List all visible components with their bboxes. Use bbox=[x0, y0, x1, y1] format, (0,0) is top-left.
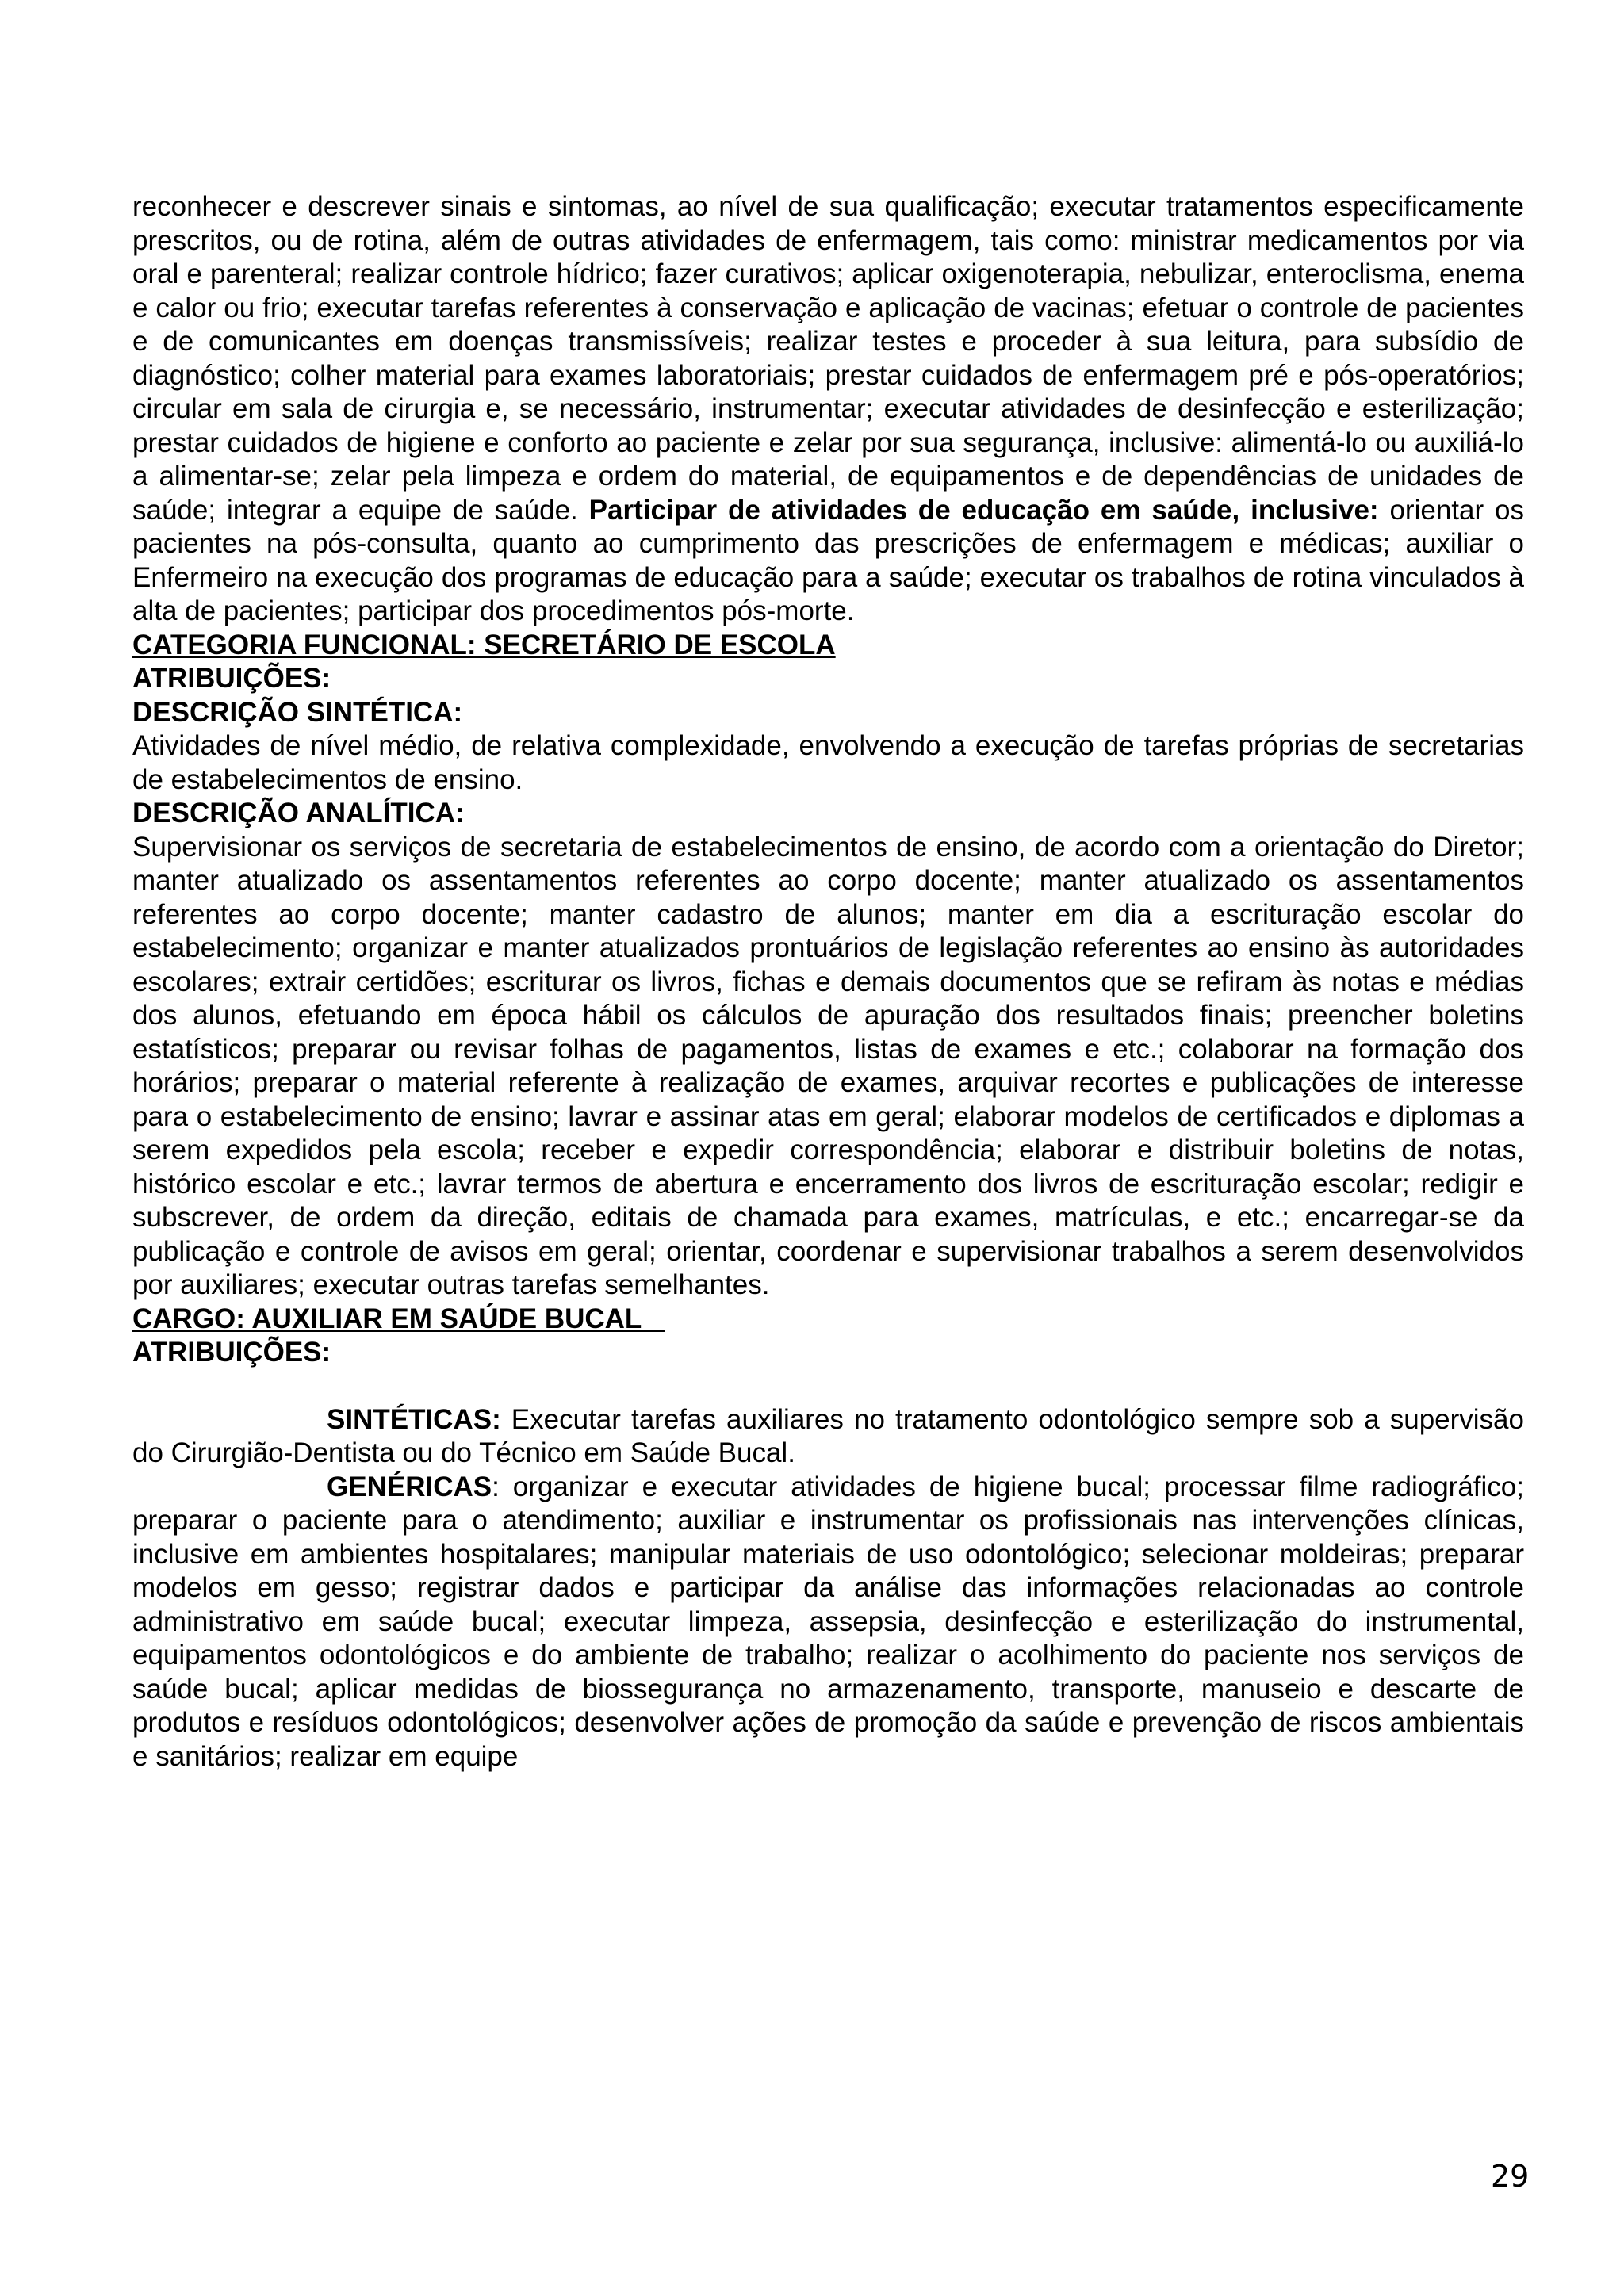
secretario-atribuicoes-label: ATRIBUIÇÕES: bbox=[132, 663, 331, 694]
auxiliar-sinteticas-text: Executar tarefas auxiliares no tratamento odontológico sempre sob a supervisão do Cirurgião-Dentista ou do Técnico em Saúde Bucal. bbox=[132, 1403, 1524, 1468]
auxiliar-atribuicoes-label: ATRIBUIÇÕES: bbox=[132, 1337, 331, 1368]
document-body bbox=[132, 190, 1524, 1774]
intro-text-1: reconhecer e descrever sinais e sintomas, ao nível de sua qualificação; executar tratamentos especificamente prescritos, ou de rotina, além de outras atividades de enfermagem, tais como: ministrar medicamentos por via oral e parenteral; realizar controle hídrico; fazer curativos; aplicar oxigenoterapia, nebulizar, enteroclisma, enema e calor ou frio; executar tarefas referentes à conservação e aplicação de vacinas; efetuar o controle de pacientes e de comunicantes em doenças transmissíveis; realizar testes e proceder à sua leitura, para subsídio de diagnóstico; colher material para exames laboratoriais; prestar cuidados de enfermagem pré e pós-operatórios; circular em sala de cirurgia e, se necessário, instrumentar; executar atividades de desinfecção e esterilização; prestar cuidados de higiene e conforto ao paciente e zelar por sua segurança, inclusive: alimentá-lo ou auxiliá-lo a alimentar-se; zelar pela limpeza e ordem do material, de equipamentos e de dependências de unidades de saúde; integrar a equipe de saúde. bbox=[132, 191, 1524, 526]
secretario-sintetica-label: DESCRIÇÃO SINTÉTICA: bbox=[132, 696, 463, 728]
secretario-analitica-text: Supervisionar os serviços de secretaria de estabelecimentos de ensino, de acordo com a orientação do Diretor; manter atualizado os assentamentos referentes ao corpo docente; manter atualizado os assentamentos referentes ao corpo docente; manter cadastro de alunos; manter em dia a escrituração escolar do estabelecimento; organizar e manter atualizados prontuários de legislação referentes ao ensino às autoridades escolares; extrair certidões; escriturar os livros, fichas e demais documentos que se refiram às notas e médias dos alunos, efetuando em época hábil os cálculos de apuração dos resultados finais; preencher boletins estatísticos; preparar ou revisar folhas de pagamentos, listas de exames e etc.; colaborar na formação dos horários; preparar o material referente à realização de exames, arquivar recortes e publicações de interesse para o estabelecimento de ensino; lavrar e assinar atas em geral; elaborar modelos de certificados e diplomas a serem expedidos pela escola; receber e expedir correspondência; elaborar e distribuir boletins de notas, histórico escolar e etc.; lavrar termos de abertura e encerramento dos livros de escrituração escolar; redigir e subscrever, de ordem da direção, editais de chamada para exames, matrículas, e etc.; encarregar-se da publicação e controle de avisos em geral; orientar, coordenar e supervisionar trabalhos a serem desenvolvidos por auxiliares; executar outras tarefas semelhantes. bbox=[132, 831, 1524, 1300]
intro-text-2: orientar os pacientes na pós-consulta, quanto ao cumprimento das prescrições de enfermagem e médicas; auxiliar o Enfermeiro na execução dos programas de educação para a saúde; executar os trabalhos de rotina vinculados à alta de pacientes; participar dos procedimentos pós-morte. bbox=[132, 494, 1524, 626]
secretario-sintetica-text: Atividades de nível médio, de relativa complexidade, envolvendo a execução de tarefas próprias de secretarias de estabelecimentos de ensino. bbox=[132, 730, 1524, 795]
auxiliar-sinteticas-paragraph bbox=[132, 1403, 1524, 1471]
auxiliar-heading-text: CARGO: AUXILIAR EM SAÚDE BUCAL bbox=[132, 1303, 642, 1334]
auxiliar-genericas-text: : organizar e executar atividades de higiene bucal; processar filme radiográfico; preparar o paciente para o atendimento; auxiliar e instrumentar os profissionais nas intervenções clínicas, inclusive em ambientes hospitalares; manipular materiais de uso odontológico; selecionar moldeiras; preparar modelos em gesso; registrar dados e participar da análise das informações relacionadas ao controle administrativo em saúde bucal; executar limpeza, assepsia, desinfecção e esterilização do instrumental, equipamentos odontológicos e do ambiente de trabalho; realizar o acolhimento do paciente nos serviços de saúde bucal; aplicar medidas de biossegurança no armazenamento, transporte, manuseio e descarte de produtos e resíduos odontológicos; desenvolver ações de promoção da saúde e prevenção de riscos ambientais e sanitários; realizar em equipe bbox=[132, 1471, 1524, 1772]
intro-bold-text: Participar de atividades de educação em saúde, inclusive: bbox=[588, 494, 1379, 526]
secretario-heading: CATEGORIA FUNCIONAL: SECRETÁRIO DE ESCOLA bbox=[132, 629, 836, 660]
secretario-analitica-label: DESCRIÇÃO ANALÍTICA: bbox=[132, 798, 465, 828]
auxiliar-sinteticas-label: SINTÉTICAS: bbox=[327, 1403, 501, 1435]
auxiliar-heading bbox=[132, 1303, 1524, 1337]
auxiliar-genericas-paragraph bbox=[132, 1471, 1524, 1774]
page-number: 29 bbox=[1491, 2159, 1530, 2194]
auxiliar-genericas-label: GENÉRICAS bbox=[327, 1471, 492, 1502]
auxiliar-heading-underline-tail bbox=[642, 1303, 665, 1334]
intro-paragraph bbox=[132, 190, 1524, 629]
